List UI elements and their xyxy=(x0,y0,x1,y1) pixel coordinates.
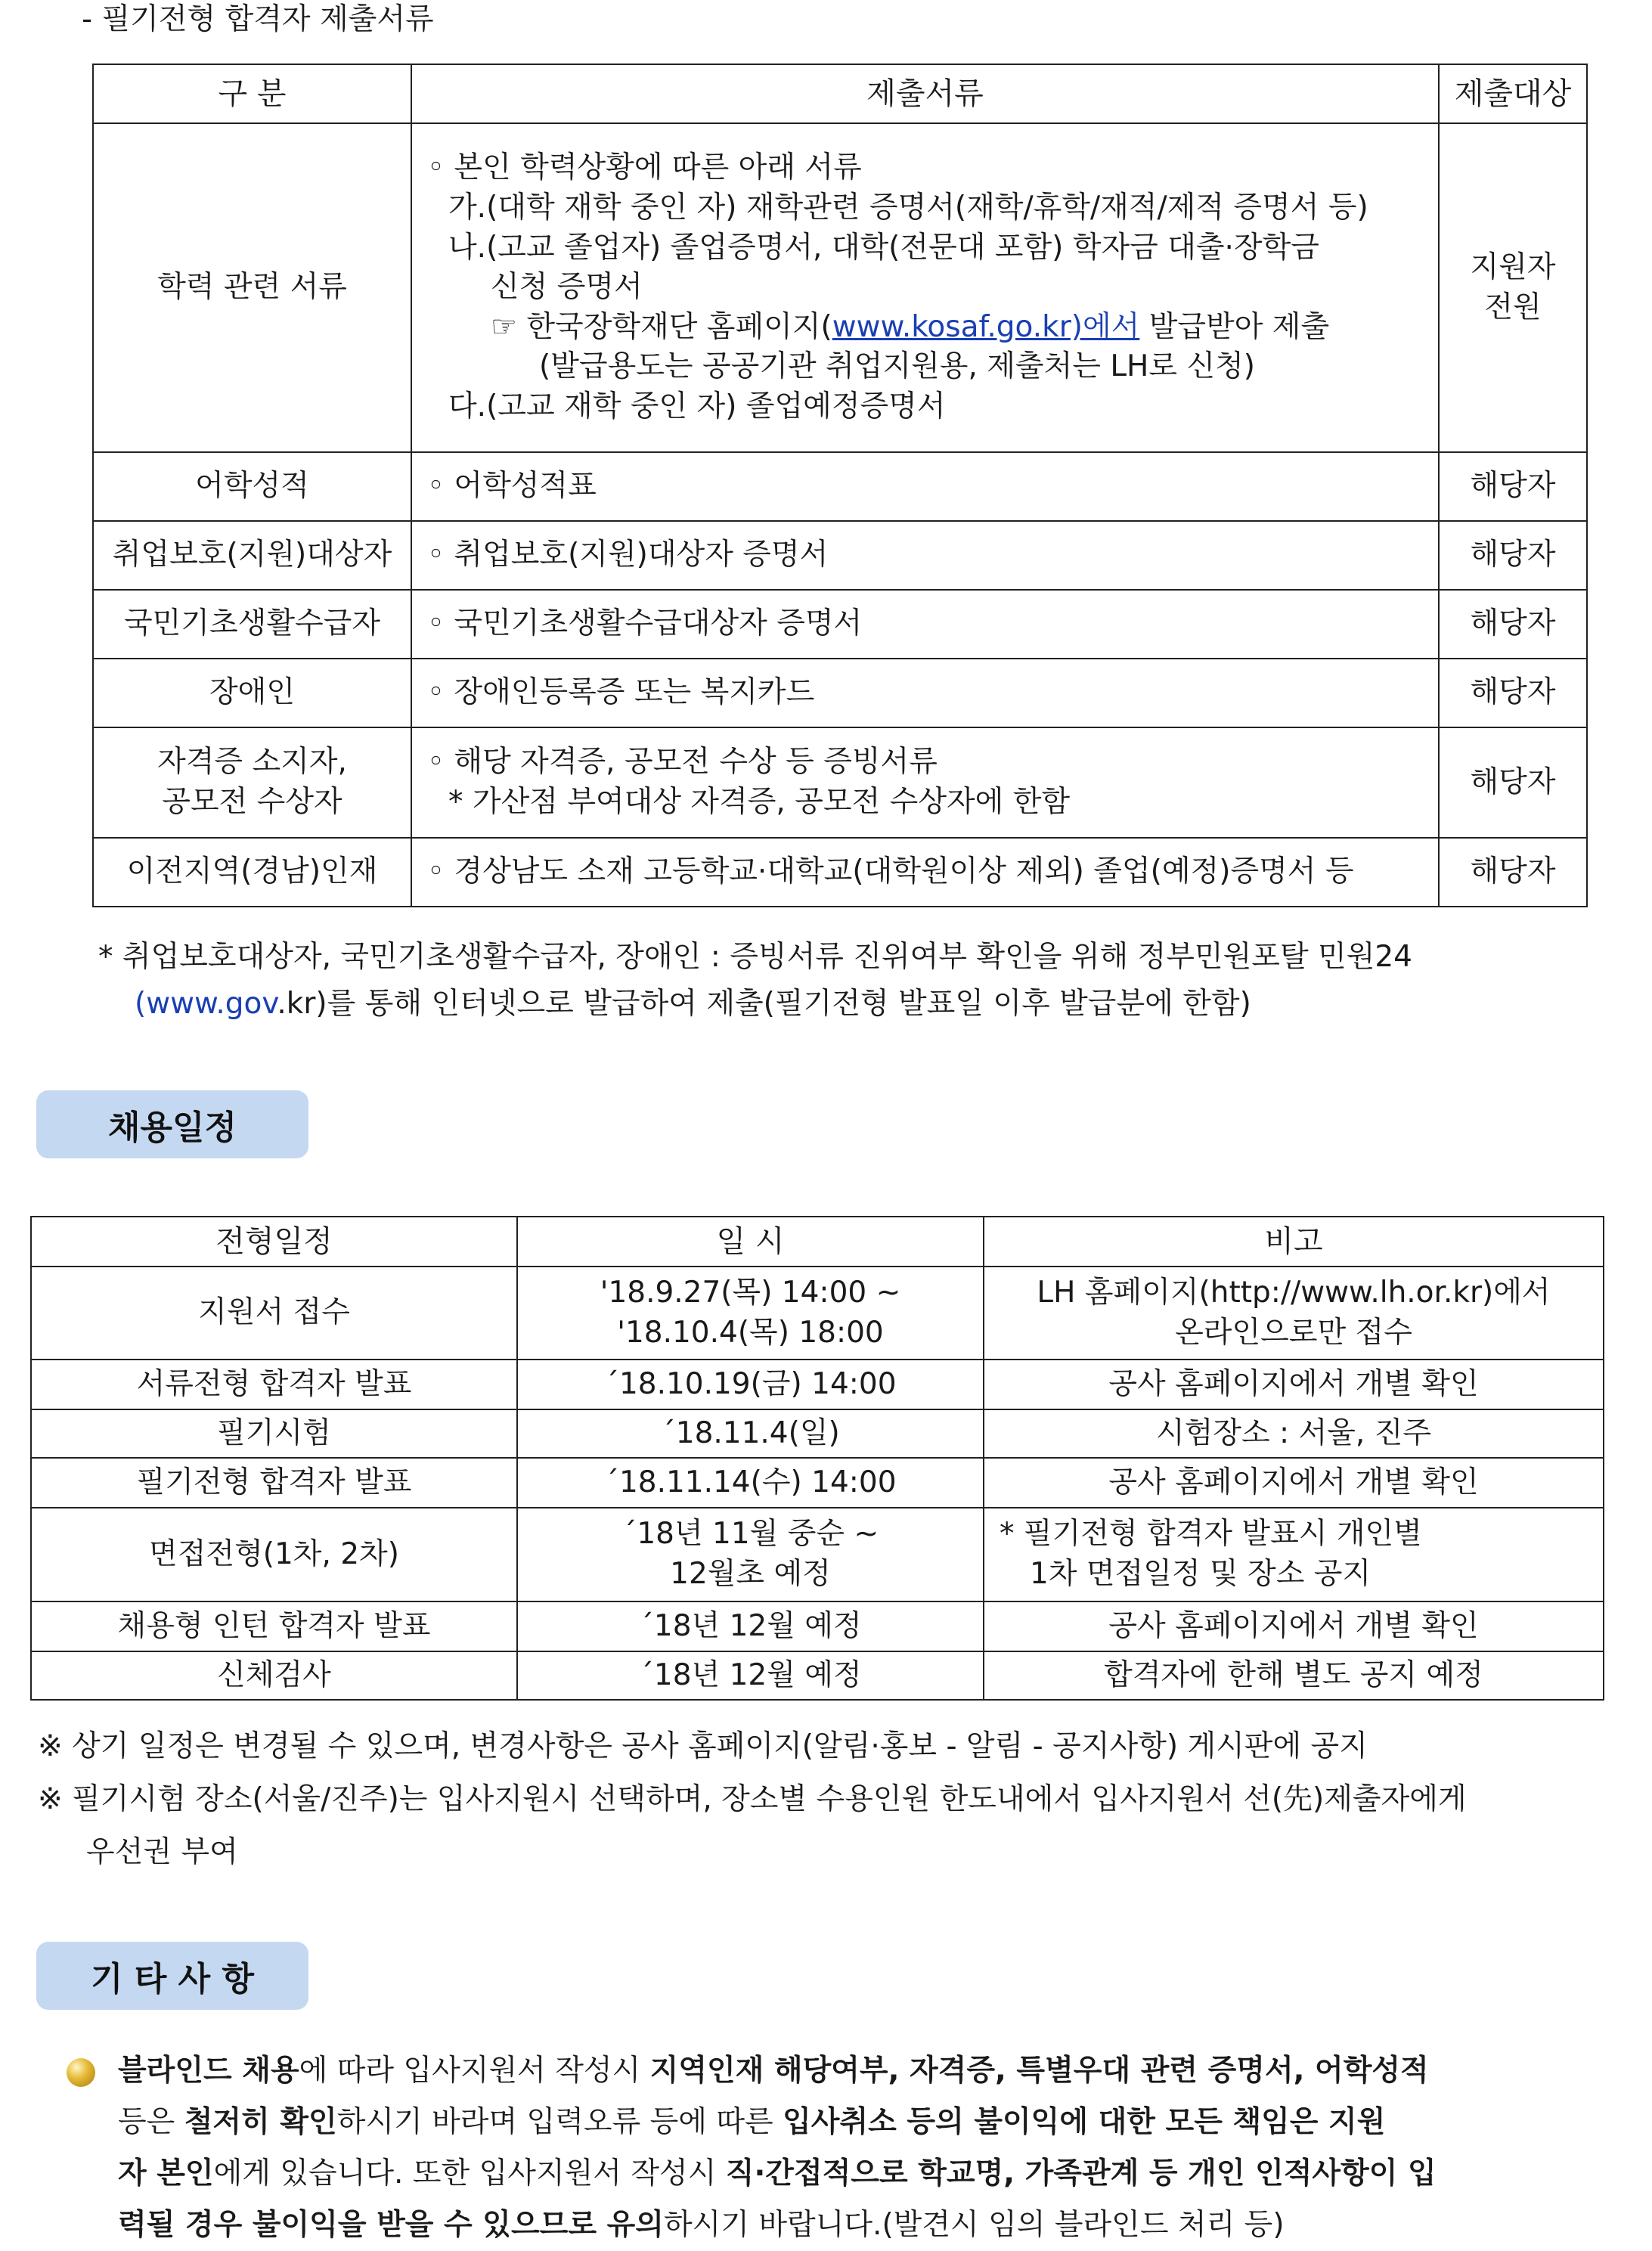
target-cell: 해당자 xyxy=(1439,590,1587,659)
remarks-cell: 공사 홈페이지에서 개별 확인 xyxy=(984,1601,1604,1651)
category-cell: 자격증 소지자, 공모전 수상자 xyxy=(93,727,411,838)
table-row xyxy=(93,590,1587,659)
table-row xyxy=(93,452,1587,521)
schedule-note: ※ 상기 일정은 변경될 수 있으며, 변경사항은 공사 홈페이지(알림·홍보 - 알림 - 공지사항) 게시판에 공지 xyxy=(38,1729,1368,1763)
remarks-cell: 공사 홈페이지에서 개별 확인 xyxy=(984,1458,1604,1508)
bullet-icon xyxy=(67,2058,95,2087)
header-category: 구 분 xyxy=(93,64,411,123)
misc-paragraph: 블라인드 채용에 따라 입사지원서 작성시 지역인재 해당여부, 자격증, 특별우대 관련 증명서, 어학성적 등은 철저히 확인하시기 바라며 입력오류 등에 따른 입사취소 등의 불이익에 대한 모든 책임은 지원 자 본인에게 있습니다. 또한 입사지원서 작성시 직·간접적으로 학교명, 가족관계 등 개인 인적사항이 입 력될 경우 불이익을 받을 수 있으므로 유의하시기 바랍니다.(발견시 임의 블라인드 처리 등) xyxy=(118,2054,1437,2242)
documents-cell: ◦ 장애인등록증 또는 복지카드 xyxy=(411,659,1439,727)
datetime-cell: ´18년 11월 중순 ~ 12월초 예정 xyxy=(517,1508,984,1601)
datetime-cell: '18.9.27(목) 14:00 ~ '18.10.4(목) 18:00 xyxy=(517,1267,984,1360)
schedule-table xyxy=(30,1216,1604,1701)
stage-cell: 면접전형(1차, 2차) xyxy=(31,1508,517,1601)
stage-cell: 신체검사 xyxy=(31,1651,517,1700)
remarks-cell: 합격자에 한해 별도 공지 예정 xyxy=(984,1651,1604,1700)
remarks-cell: * 필기전형 합격자 발표시 개인별 1차 면접일정 및 장소 공지 xyxy=(984,1508,1604,1601)
remarks-cell: 시험장소 : 서울, 진주 xyxy=(984,1409,1604,1458)
target-cell: 해당자 xyxy=(1439,659,1587,727)
header-remarks: 비고 xyxy=(984,1217,1604,1267)
documents-cell: ◦ 해당 자격증, 공모전 수상 등 증빙서류 * 가산점 부여대상 자격증, 공모전 수상자에 한함 xyxy=(411,727,1439,838)
kosaf-link[interactable]: www.kosaf.go.kr)에서 xyxy=(832,309,1140,344)
category-cell: 어학성적 xyxy=(93,452,411,521)
table-row xyxy=(31,1651,1604,1700)
header-datetime: 일 시 xyxy=(517,1217,984,1267)
category-cell: 이전지역(경남)인재 xyxy=(93,838,411,907)
table-row xyxy=(93,838,1587,907)
table-row xyxy=(93,521,1587,590)
target-cell: 해당자 xyxy=(1439,452,1587,521)
table-row xyxy=(93,727,1587,838)
header-stage: 전형일정 xyxy=(31,1217,517,1267)
table-row xyxy=(93,123,1587,452)
documents-cell: ◦ 취업보호(지원)대상자 증명서 xyxy=(411,521,1439,590)
schedule-notes xyxy=(38,1720,1626,1879)
datetime-cell: ´18.11.4(일) xyxy=(517,1409,984,1458)
misc-section-title: 기 타 사 항 xyxy=(36,1942,308,2010)
gov-link[interactable]: (www.gov xyxy=(135,987,277,1021)
schedule-note: ※ 필기시험 장소(서울/진주)는 입사지원시 선택하며, 장소별 수용인원 한도내에서 입사지원서 선(先)제출자에게 xyxy=(38,1782,1467,1816)
datetime-cell: ´18년 12월 예정 xyxy=(517,1601,984,1651)
table-row xyxy=(31,1508,1604,1601)
target-cell: 해당자 xyxy=(1439,727,1587,838)
documents-cell: ◦ 국민기초생활수급대상자 증명서 xyxy=(411,590,1439,659)
category-cell: 학력 관련 서류 xyxy=(93,123,411,452)
table-row xyxy=(31,1458,1604,1508)
datetime-cell: ´18년 12월 예정 xyxy=(517,1651,984,1700)
schedule-note: 우선권 부여 xyxy=(86,1835,238,1869)
table-row xyxy=(31,1409,1604,1458)
documents-cell: ◦ 경상남도 소재 고등학교·대학교(대학원이상 제외) 졸업(예정)증명서 등 xyxy=(411,838,1439,907)
category-cell: 취업보호(지원)대상자 xyxy=(93,521,411,590)
datetime-cell: ´18.11.14(수) 14:00 xyxy=(517,1458,984,1508)
remarks-cell: 공사 홈페이지에서 개별 확인 xyxy=(984,1360,1604,1409)
documents-cell: ◦ 어학성적표 xyxy=(411,452,1439,521)
stage-cell: 채용형 인턴 합격자 발표 xyxy=(31,1601,517,1651)
category-cell: 장애인 xyxy=(93,659,411,727)
table-row xyxy=(31,1360,1604,1409)
schedule-section-title: 채용일정 xyxy=(36,1090,308,1158)
table-row xyxy=(31,1267,1604,1360)
table-row xyxy=(31,1601,1604,1651)
category-cell: 국민기초생활수급자 xyxy=(93,590,411,659)
target-cell: 해당자 xyxy=(1439,838,1587,907)
submit-docs-heading: - 필기전형 합격자 제출서류 xyxy=(82,2,434,36)
stage-cell: 필기전형 합격자 발표 xyxy=(31,1458,517,1508)
target-cell: 해당자 xyxy=(1439,521,1587,590)
stage-cell: 서류전형 합격자 발표 xyxy=(31,1360,517,1409)
stage-cell: 필기시험 xyxy=(31,1409,517,1458)
stage-cell: 지원서 접수 xyxy=(31,1267,517,1360)
remarks-cell: LH 홈페이지(http://www.lh.or.kr)에서 온라인으로만 접수 xyxy=(984,1267,1604,1360)
target-cell: 지원자 전원 xyxy=(1439,123,1587,452)
docs-footnote: * 취업보호대상자, 국민기초생활수급자, 장애인 : 증빙서류 진위여부 확인을 위해 정부민원포탈 민원24 (www.gov.kr)를 통해 인터넷으로 발급하여 제출(필기전형 발표일 이후 발급분에 한함) xyxy=(98,940,1412,1021)
table-row xyxy=(93,659,1587,727)
header-documents: 제출서류 xyxy=(411,64,1439,123)
header-target: 제출대상 xyxy=(1439,64,1587,123)
datetime-cell: ´18.10.19(금) 14:00 xyxy=(517,1360,984,1409)
submit-docs-table xyxy=(92,64,1588,907)
documents-cell: ◦ 본인 학력상황에 따른 아래 서류 가.(대학 재학 중인 자) 재학관련 증명서(재학/휴학/재적/제적 증명서 등) 나.(고교 졸업자) 졸업증명서, 대학(전문대 포함) 학자금 대출·장학금 신청 증명서 ☞ 한국장학재단 홈페이지(www.kosaf.go.kr)에서 발급받아 제출 (발급용도는 공공기관 취업지원용, 제출처는 LH로 신청) 다.(고교 재학 중인 자) 졸업예정증명서 xyxy=(411,123,1439,452)
